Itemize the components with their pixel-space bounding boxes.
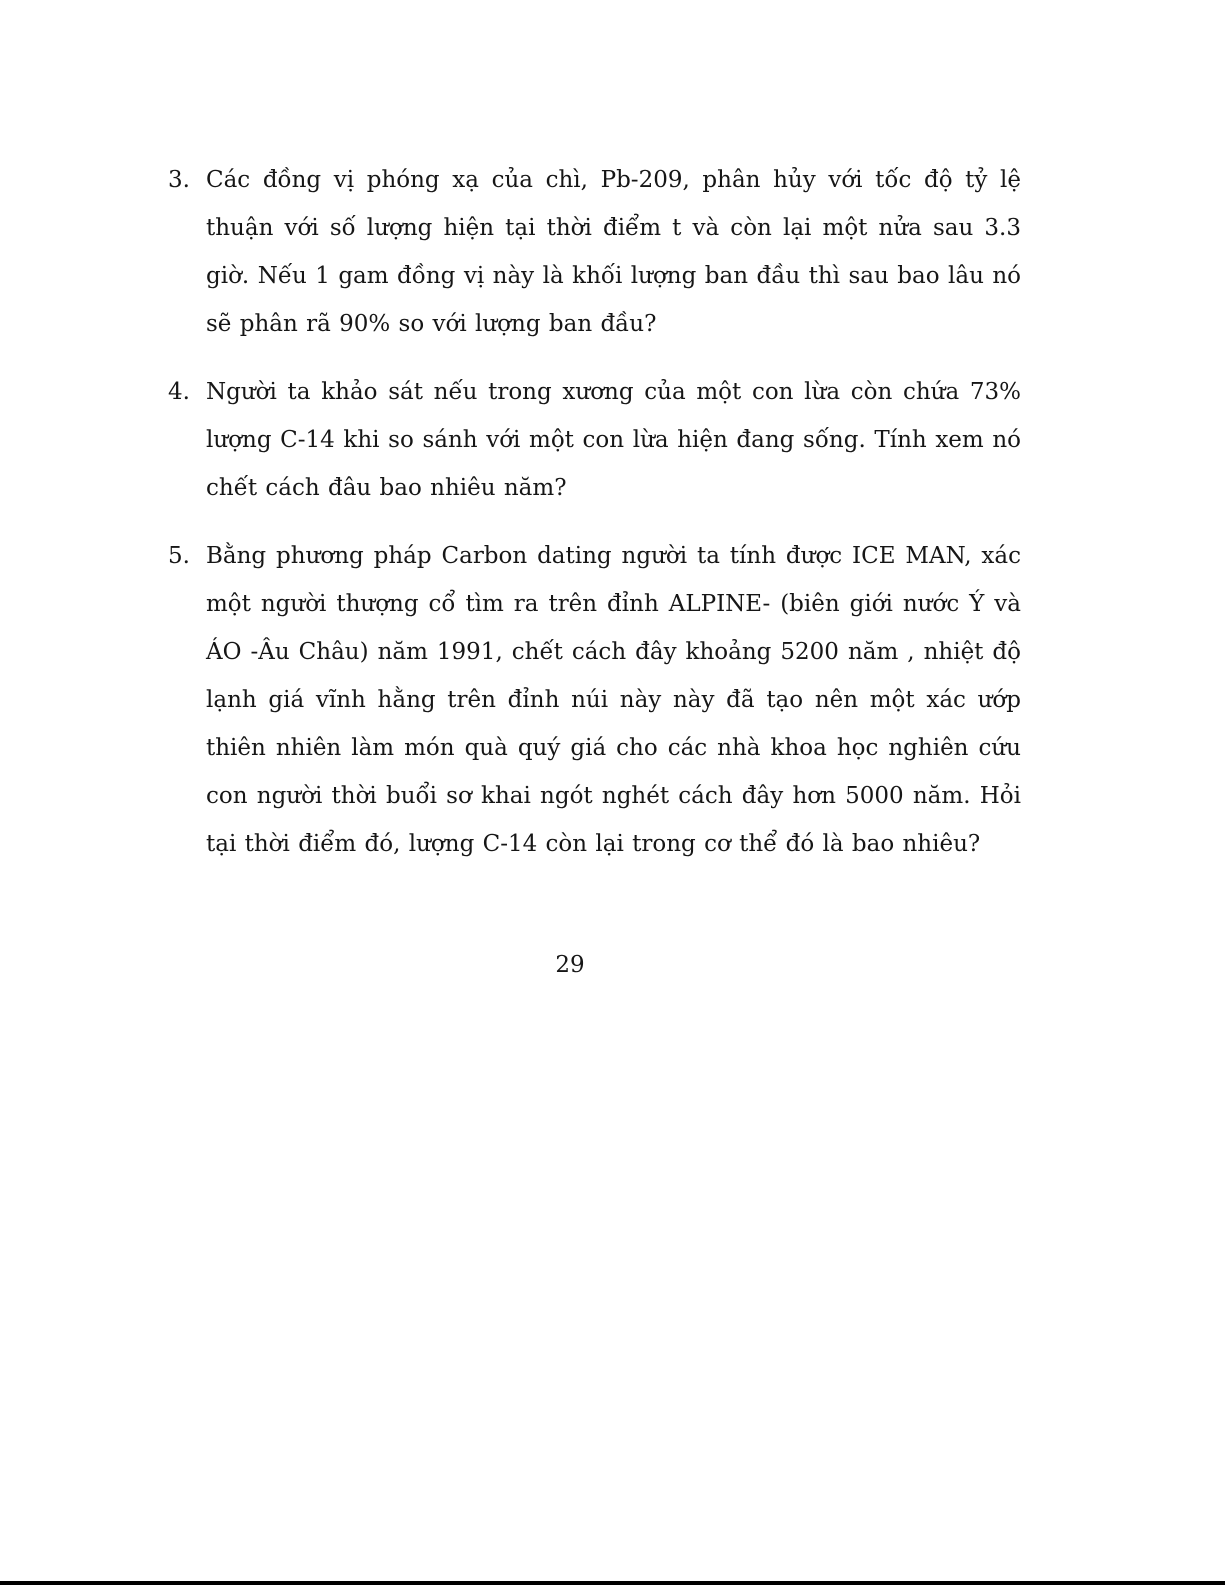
problem-text: Người ta khảo sát nếu trong xương của một con lừa còn chứa 73% lượng C-14 khi so sánh với một con lừa hiện đang sống. Tính xem nó chết cách đâu bao nhiêu năm? <box>206 379 1021 501</box>
problem-list <box>168 156 1021 888</box>
problem-text: Các đồng vị phóng xạ của chì, Pb-209, phân hủy với tốc độ tỷ lệ thuận với số lượng hiện tại thời điểm t và còn lại một nửa sau 3.3 giờ. Nếu 1 gam đồng vị này là khối lượng ban đầu thì sau bao lâu nó sẽ phân rã 90% so với lượng ban đầu? <box>206 167 1021 337</box>
problem-item-5 <box>168 532 1021 868</box>
bottom-border <box>0 1581 1225 1585</box>
problem-item-4 <box>168 368 1021 512</box>
problem-text: Bằng phương pháp Carbon dating người ta tính được ICE MAN, xác một người thượng cổ tìm ra trên đỉnh ALPINE- (biên giới nước Ý và ÁO -Âu Châu) năm 1991, chết cách đây khoảng 5200 năm , nhiệt độ lạnh giá vĩnh hằng trên đỉnh núi này này đã tạo nên một xác ướp thiên nhiên làm món quà quý giá cho các nhà khoa học nghiên cứu con người thời buổi sơ khai ngót nghét cách đây hơn 5000 năm. Hỏi tại thời điểm đó, lượng C-14 còn lại trong cơ thể đó là bao nhiêu? <box>206 543 1021 857</box>
page-number: 29 <box>555 952 585 978</box>
problem-number: 5. <box>168 543 190 569</box>
problem-number: 4. <box>168 379 190 405</box>
problem-item-3 <box>168 156 1021 348</box>
problem-number: 3. <box>168 167 190 193</box>
